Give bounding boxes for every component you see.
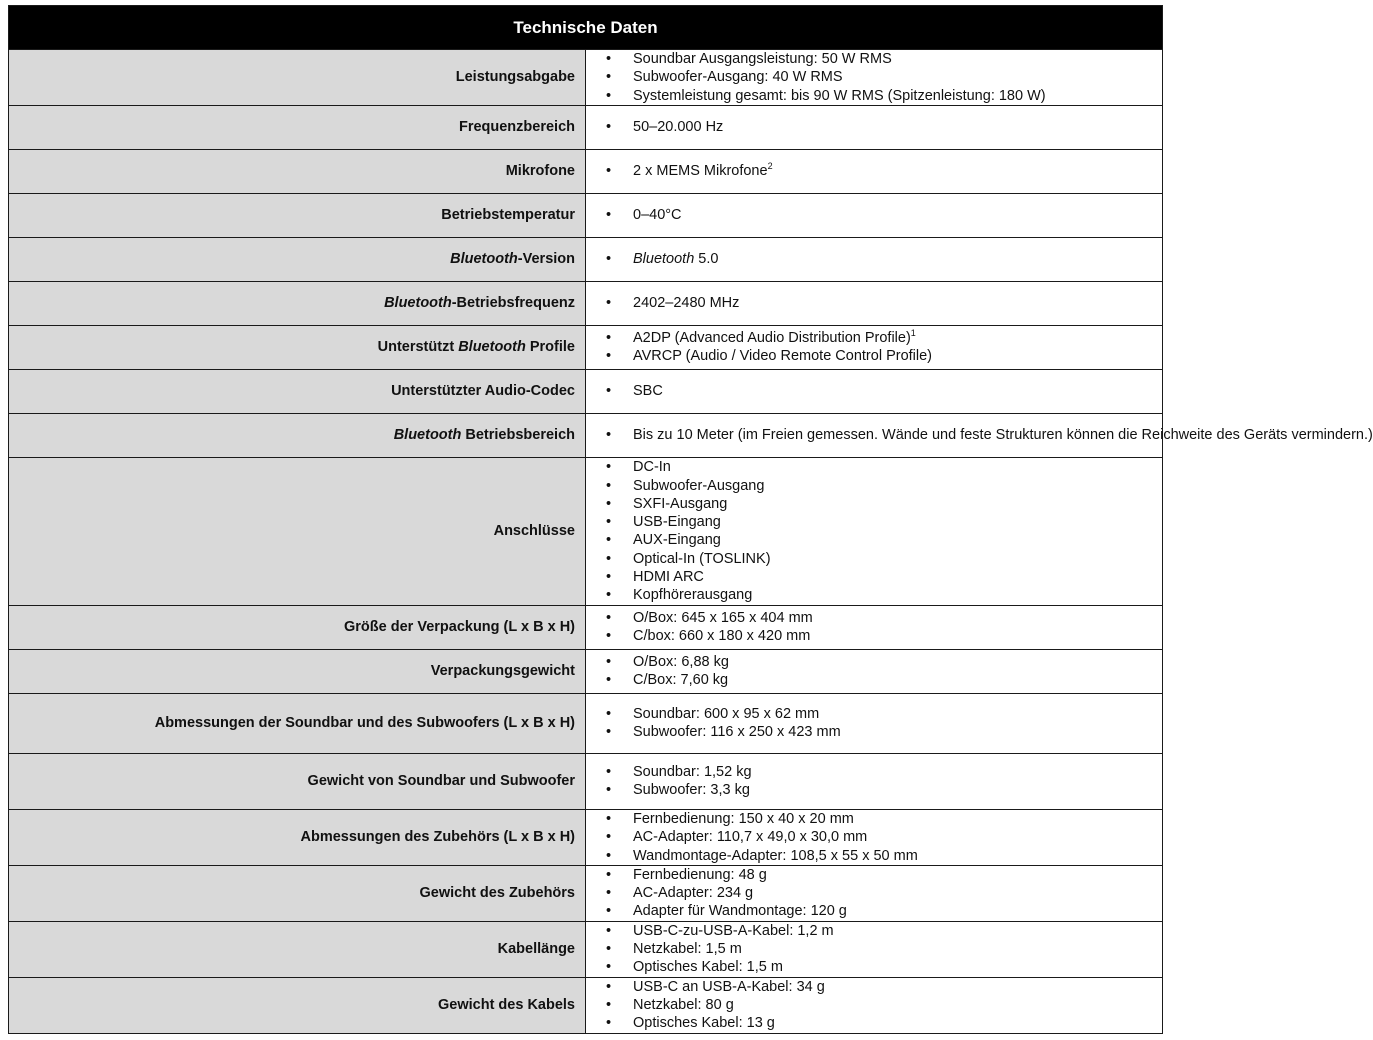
list-item [604, 902, 1162, 920]
list-item [604, 329, 1162, 347]
spec-row [9, 413, 1163, 457]
spec-label [9, 149, 586, 193]
spec-row [9, 105, 1163, 149]
list-item [604, 922, 1162, 940]
spec-label-text: Anschlüsse [493, 523, 575, 540]
spec-label-text: Mikrofone [505, 163, 575, 180]
list-item [604, 940, 1162, 958]
spec-value-text: Bluetooth [633, 251, 695, 268]
spec-value [586, 605, 1163, 649]
spec-value-text: Optical-In (TOSLINK) [633, 550, 771, 567]
list-item [604, 866, 1162, 884]
spec-value-text: HDMI ARC [633, 568, 704, 585]
spec-value [586, 193, 1163, 237]
list-item [604, 50, 1162, 68]
list-item [604, 477, 1162, 495]
list-item [604, 671, 1162, 689]
list-item [604, 958, 1162, 976]
list-item [604, 250, 1162, 268]
list-item [604, 723, 1162, 741]
list-item [604, 586, 1162, 604]
spec-value-text: Subwoofer: 3,3 kg [633, 782, 750, 799]
spec-label [9, 281, 586, 325]
spec-row [9, 325, 1163, 369]
spec-value-text: Optisches Kabel: 1,5 m [633, 959, 783, 976]
list-item [604, 810, 1162, 828]
spec-row [9, 193, 1163, 237]
spec-value [586, 457, 1163, 605]
spec-value-list [604, 329, 1162, 366]
spec-value-list [604, 426, 1373, 444]
list-item [604, 884, 1162, 902]
spec-value-text: Netzkabel: 1,5 m [633, 941, 742, 958]
spec-label-text: Bluetooth [393, 427, 462, 444]
spec-value [586, 413, 1373, 457]
list-item [604, 609, 1162, 627]
spec-value-list [604, 162, 1162, 180]
list-item [604, 382, 1162, 400]
spec-label-text: Bluetooth [450, 251, 518, 268]
spec-label-text: Leistungsabgabe [455, 69, 575, 86]
spec-label-text: Profile [525, 339, 575, 356]
spec-row [9, 369, 1163, 413]
spec-value-list [604, 609, 1162, 646]
spec-value [586, 237, 1163, 281]
list-item [604, 426, 1373, 444]
spec-label [9, 605, 586, 649]
spec-value [586, 921, 1163, 977]
spec-body [9, 50, 1373, 1034]
spec-value-text: USB-C-zu-USB-A-Kabel: 1,2 m [633, 922, 834, 939]
list-item [604, 206, 1162, 224]
spec-value [586, 325, 1163, 369]
spec-label [9, 193, 586, 237]
spec-label-text: Gewicht des Kabels [438, 996, 575, 1013]
spec-value [586, 105, 1163, 149]
spec-value-text: 2 x MEMS Mikrofone [633, 163, 768, 180]
spec-value-text: A2DP (Advanced Audio Distribution Profile) [633, 330, 911, 347]
spec-value-list [604, 705, 1162, 742]
spec-row [9, 281, 1163, 325]
spec-row [9, 649, 1163, 693]
spec-value-text: SXFI-Ausgang [633, 495, 728, 512]
spec-value [586, 50, 1163, 106]
spec-value-text: 5.0 [694, 251, 719, 268]
spec-label [9, 237, 586, 281]
spec-label [9, 809, 586, 865]
spec-value-text: Fernbedienung: 150 x 40 x 20 mm [633, 810, 854, 827]
spec-label-text: Betriebsbereich [461, 427, 575, 444]
spec-value-text: Fernbedienung: 48 g [633, 866, 767, 883]
spec-value [586, 809, 1163, 865]
spec-value-text: Adapter für Wandmontage: 120 g [633, 903, 847, 920]
spec-label [9, 753, 586, 809]
spec-value-list [604, 763, 1162, 800]
spec-label-text: Unterstützt [377, 339, 459, 356]
list-item [604, 347, 1162, 365]
spec-row [9, 50, 1163, 106]
spec-value-text: Subwoofer-Ausgang [633, 477, 765, 494]
spec-row [9, 237, 1163, 281]
list-item [604, 458, 1162, 476]
list-item [604, 550, 1162, 568]
spec-value-list [604, 118, 1162, 136]
spec-label-text: Bluetooth [458, 339, 526, 356]
spec-row [9, 921, 1163, 977]
spec-value-list [604, 978, 1162, 1033]
spec-value-text: Optisches Kabel: 13 g [633, 1015, 775, 1032]
list-item [604, 627, 1162, 645]
spec-value-text: USB-C an USB-A-Kabel: 34 g [633, 978, 825, 995]
list-item [604, 1014, 1162, 1032]
spec-label-text: Verpackungsgewicht [430, 663, 575, 680]
spec-label-text: Betriebstemperatur [441, 207, 575, 224]
spec-value-text: Subwoofer-Ausgang: 40 W RMS [633, 69, 843, 86]
list-item [604, 781, 1162, 799]
list-item [604, 531, 1162, 549]
spec-label [9, 865, 586, 921]
spec-label-text: Abmessungen der Soundbar und des Subwoofers (L x B x H) [154, 715, 575, 732]
spec-value-list [604, 922, 1162, 977]
spec-label [9, 325, 586, 369]
spec-value-text: AC-Adapter: 234 g [633, 885, 754, 902]
spec-value-text: USB-Eingang [633, 514, 721, 531]
spec-label [9, 457, 586, 605]
list-item [604, 294, 1162, 312]
footnote-marker: 2 [767, 161, 773, 172]
spec-value-text: AC-Adapter: 110,7 x 49,0 x 30,0 mm [633, 829, 868, 846]
spec-label [9, 369, 586, 413]
list-item [604, 162, 1162, 180]
spec-value-list [604, 382, 1162, 400]
spec-row [9, 149, 1163, 193]
spec-value-text: O/Box: 6,88 kg [633, 654, 729, 671]
spec-value-text: SBC [633, 383, 663, 400]
spec-row [9, 457, 1163, 605]
spec-value [586, 649, 1163, 693]
list-item [604, 513, 1162, 531]
spec-label [9, 50, 586, 106]
spec-label [9, 977, 586, 1033]
spec-value [586, 865, 1163, 921]
spec-value [586, 753, 1163, 809]
spec-value [586, 693, 1163, 753]
spec-row [9, 977, 1163, 1033]
list-item [604, 996, 1162, 1014]
list-item [604, 847, 1162, 865]
list-item [604, 568, 1162, 586]
spec-value-text: DC-In [633, 459, 671, 476]
spec-value-text: Soundbar: 1,52 kg [633, 764, 752, 781]
spec-value-list [604, 250, 1162, 268]
spec-label-text: Abmessungen des Zubehörs (L x B x H) [300, 829, 575, 846]
list-item [604, 705, 1162, 723]
spec-label-text: Gewicht von Soundbar und Subwoofer [307, 773, 575, 790]
spec-value-list [604, 50, 1162, 105]
spec-value-text: Wandmontage-Adapter: 108,5 x 55 x 50 mm [633, 847, 918, 864]
spec-label-text: Bluetooth [384, 295, 452, 312]
spec-label-text: Kabellänge [497, 940, 575, 957]
list-item [604, 828, 1162, 846]
spec-label [9, 413, 586, 457]
spec-value [586, 149, 1163, 193]
spec-value [586, 369, 1163, 413]
spec-value-text: AUX-Eingang [633, 532, 721, 549]
spec-row [9, 809, 1163, 865]
spec-value-text: Kopfhörerausgang [633, 587, 753, 604]
spec-label-text: Unterstützter Audio-Codec [391, 383, 575, 400]
spec-label-text: Frequenzbereich [458, 119, 575, 136]
spec-value-text: 2402–2480 MHz [633, 295, 740, 312]
spec-value-list [604, 866, 1162, 921]
spec-value-text: Netzkabel: 80 g [633, 996, 734, 1013]
spec-value-text: Soundbar Ausgangsleistung: 50 W RMS [633, 51, 892, 67]
spec-label [9, 693, 586, 753]
spec-value-list [604, 653, 1162, 690]
spec-value-text: 0–40°C [633, 207, 682, 224]
table-title: Technische Daten [9, 6, 1163, 50]
spec-label-text: Größe der Verpackung (L x B x H) [344, 619, 575, 636]
spec-value-text: Bis zu 10 Meter (im Freien gemessen. Wände und feste Strukturen können die Reichweite des Geräts vermindern.) [633, 427, 1373, 444]
spec-row [9, 753, 1163, 809]
spec-label-text: -Betriebsfrequenz [451, 295, 575, 312]
list-item [604, 118, 1162, 136]
spec-value-list [604, 458, 1162, 604]
spec-label [9, 921, 586, 977]
title-row [9, 6, 1163, 50]
spec-label [9, 105, 586, 149]
spec-value [586, 977, 1163, 1033]
spec-value-list [604, 206, 1162, 224]
spec-row [9, 605, 1163, 649]
spec-label-text: -Version [517, 251, 575, 268]
spec-value-text: Soundbar: 600 x 95 x 62 mm [633, 706, 820, 723]
spec-value-text: C/Box: 7,60 kg [633, 672, 729, 689]
list-item [604, 763, 1162, 781]
spec-label-text: Gewicht des Zubehörs [419, 885, 575, 902]
spec-value-text: C/box: 660 x 180 x 420 mm [633, 628, 811, 645]
spec-value-text: 50–20.000 Hz [633, 119, 724, 136]
list-item [604, 653, 1162, 671]
spec-value-text: Systemleistung gesamt: bis 90 W RMS (Spitzenleistung: 180 W) [633, 87, 1046, 104]
spec-value-list [604, 810, 1162, 865]
spec-row [9, 865, 1163, 921]
spec-value-text: AVRCP (Audio / Video Remote Control Profile) [633, 348, 932, 365]
spec-row [9, 693, 1163, 753]
spec-value-text: Subwoofer: 116 x 250 x 423 mm [633, 724, 841, 741]
list-item [604, 87, 1162, 105]
spec-table [8, 5, 1373, 1034]
spec-value [586, 281, 1163, 325]
list-item [604, 68, 1162, 86]
spec-label [9, 649, 586, 693]
spec-value-text: O/Box: 645 x 165 x 404 mm [633, 610, 813, 627]
list-item [604, 978, 1162, 996]
spec-value-list [604, 294, 1162, 312]
footnote-marker: 1 [910, 328, 916, 339]
list-item [604, 495, 1162, 513]
